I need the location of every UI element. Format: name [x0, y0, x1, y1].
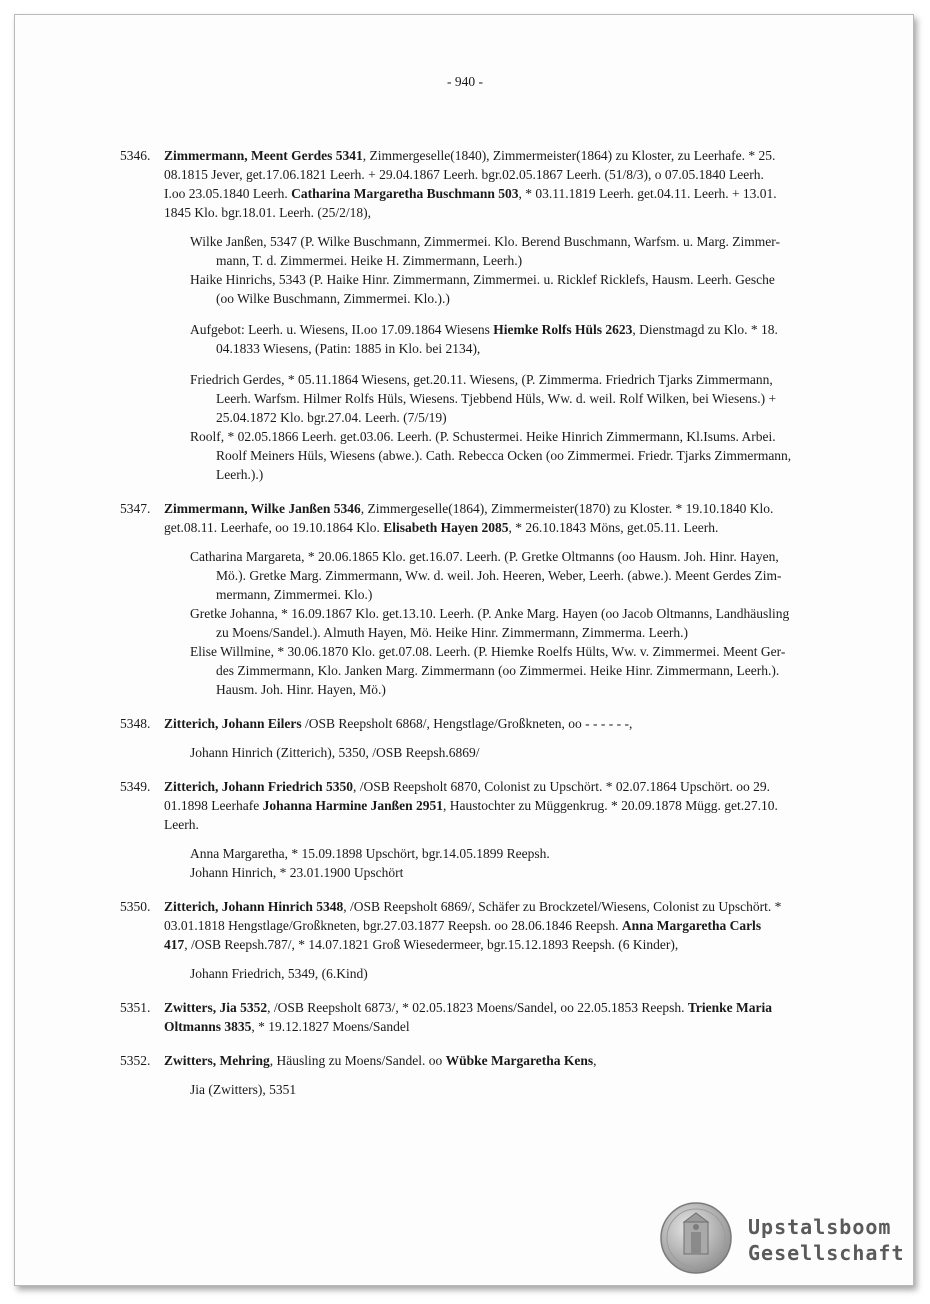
- entry-line: [164, 146, 886, 165]
- entry-name-bold: Wübke Margaretha Kens: [445, 1053, 594, 1068]
- child-record: [190, 370, 886, 427]
- upstalsboom-seal-icon: [660, 1202, 732, 1274]
- entry-name-bold: Anna Margaretha Carls: [621, 918, 762, 933]
- entry-text: , /OSB Reepsh.787/, * 14.07.1821 Groß Wiesedermeer, bgr.15.12.1893 Reepsh. (6 Kinder),: [184, 937, 679, 952]
- children-list: [164, 964, 886, 983]
- child-record-line: [190, 320, 886, 339]
- record-text: Aufgebot: Leerh. u. Wiesens, II.oo 17.09.1864 Wiesens: [190, 322, 494, 337]
- record-text: , Dienstmagd zu Klo. * 18.: [632, 322, 778, 337]
- entry-text: Leerh.: [164, 817, 199, 832]
- entry-text: , Zimmergeselle(1864), Zimmermeister(1870) zu Kloster. * 19.10.1840 Klo.: [360, 501, 774, 516]
- genealogy-entry: [120, 714, 886, 762]
- child-record: [190, 320, 886, 358]
- entry-line: [164, 1051, 886, 1070]
- child-record: [190, 604, 886, 642]
- entry-text: get.08.11. Leerhafe, oo 19.10.1864 Klo.: [164, 520, 384, 535]
- children-list: [164, 232, 886, 484]
- children-list: [164, 547, 886, 699]
- entry-number: 5347.: [120, 501, 151, 516]
- children-list: [164, 1080, 886, 1099]
- child-record-line: Johann Hinrich (Zitterich), 5350, /OSB Reepsh.6869/: [190, 745, 480, 760]
- entry-name-bold: Catharina Margaretha Buschmann 503: [291, 186, 519, 201]
- child-record-line: Friedrich Gerdes, * 05.11.1864 Wiesens, get.20.11. Wiesens, (P. Zimmerma. Friedrich Tjarks Zimmermann,: [190, 372, 773, 387]
- footer-line-2: Gesellschaft: [748, 1241, 905, 1265]
- entry-line: [164, 203, 886, 222]
- entry-text: I.oo 23.05.1840 Leerh.: [164, 186, 292, 201]
- child-record-line: Roolf, * 02.05.1866 Leerh. get.03.06. Leerh. (P. Schustermei. Heike Hinrich Zimmermann, Kl.Isums. Arbei.: [190, 429, 776, 444]
- child-record-line: Johann Hinrich, * 23.01.1900 Upschört: [190, 865, 404, 880]
- child-record: [190, 863, 886, 882]
- genealogy-entry: [120, 146, 886, 484]
- entry-text: 1845 Klo. bgr.18.01. Leerh. (25/2/18),: [164, 205, 371, 220]
- entry-name-bold: Zimmermann, Meent Gerdes 5341: [164, 148, 363, 163]
- entry-line: [164, 916, 886, 935]
- entry-name-bold: Zitterich, Johann Hinrich 5348: [164, 899, 344, 914]
- entry-line: [164, 815, 886, 834]
- child-record-continuation: Roolf Meiners Hüls, Wiesens (abwe.). Cath. Rebecca Ocken (oo Zimmermei. Friedr. Tjarks Zimmermann,: [216, 448, 792, 463]
- entry-line: [164, 499, 886, 518]
- entry-number: 5351.: [120, 1000, 151, 1015]
- child-record-line: Jia (Zwitters), 5351: [190, 1082, 297, 1097]
- entry-text: , * 19.12.1827 Moens/Sandel: [251, 1019, 410, 1034]
- page-number: - 940 -: [447, 74, 483, 89]
- entry-text: , * 26.10.1843 Möns, get.05.11. Leerh.: [508, 520, 719, 535]
- entry-text: , Zimmergeselle(1840), Zimmermeister(1864) zu Kloster, zu Leerhafe. * 25.: [362, 148, 776, 163]
- children-list: [164, 743, 886, 762]
- child-record: [190, 547, 886, 604]
- entry-number: 5350.: [120, 899, 151, 914]
- entry-name-bold: Johanna Harmine Janßen 2951: [262, 798, 443, 813]
- genealogy-entry: [120, 998, 886, 1036]
- entry-line: [164, 777, 886, 796]
- footer-line-1: Upstalsboom: [748, 1215, 892, 1239]
- entry-line: [164, 897, 886, 916]
- children-list: [164, 844, 886, 882]
- entry-text: , Häusling zu Moens/Sandel. oo: [269, 1053, 446, 1068]
- child-record: [190, 270, 886, 308]
- entry-text: 08.1815 Jever, get.17.06.1821 Leerh. + 29.04.1867 Leerh. bgr.02.05.1867 Leerh. (51/8/3), o 07.05.1840 Leerh.: [164, 167, 764, 182]
- entry-number: 5349.: [120, 779, 151, 794]
- child-record-continuation: Leerh. Warfsm. Hilmer Rolfs Hüls, Wiesens. Tjebbend Hüls, Ww. d. weil. Rolf Wilken, bei Wiesens.) +: [216, 391, 777, 406]
- child-record: [190, 1080, 886, 1099]
- genealogy-entry: [120, 499, 886, 699]
- entry-name-bold: 417: [164, 937, 185, 952]
- child-record-continuation: mermann, Zimmermei. Klo.): [216, 587, 373, 602]
- child-record: [190, 743, 886, 762]
- child-record-continuation: (oo Wilke Buschmann, Zimmermei. Klo.).): [216, 291, 450, 306]
- entry-text: , /OSB Reepsholt 6870, Colonist zu Upschört. * 02.07.1864 Upschört. oo 29.: [353, 779, 770, 794]
- child-record-continuation: des Zimmermann, Klo. Janken Marg. Zimmermann (oo Zimmermei. Heike Hinr. Zimmermann, Leerh.).: [216, 663, 780, 678]
- entry-text: ,: [593, 1053, 597, 1068]
- entry-name-bold: Elisabeth Hayen 2085: [383, 520, 509, 535]
- child-record-line: Elise Willmine, * 30.06.1870 Klo. get.07.08. Leerh. (P. Hiemke Roelfs Hülts, Ww. v. Zimmermei. Meent Ger-: [190, 644, 786, 659]
- entry-text: , Haustochter zu Müggenkrug. * 20.09.1878 Mügg. get.27.10.: [443, 798, 778, 813]
- child-record-line: Haike Hinrichs, 5343 (P. Haike Hinr. Zimmermann, Zimmermei. u. Ricklef Ricklefs, Hausm. Leerh. Gesche: [190, 272, 775, 287]
- genealogy-entry: [120, 897, 886, 983]
- entry-line: [164, 935, 886, 954]
- child-record-line: Wilke Janßen, 5347 (P. Wilke Buschmann, Zimmermei. Klo. Berend Buschmann, Warfsm. u. Marg. Zimmer-: [190, 234, 780, 249]
- entry-line: [164, 998, 886, 1017]
- entry-text: 03.01.1818 Hengstlage/Großkneten, bgr.27.03.1877 Reepsh. oo 28.06.1846 Reepsh.: [164, 918, 622, 933]
- genealogy-entry: [120, 1051, 886, 1099]
- entry-line: [164, 518, 886, 537]
- entry-text: , /OSB Reepsholt 6869/, Schäfer zu Brockzetel/Wiesens, Colonist zu Upschört. *: [343, 899, 782, 914]
- child-record-line: Catharina Margareta, * 20.06.1865 Klo. get.16.07. Leerh. (P. Gretke Oltmanns (oo Hausm. Joh. Hinr. Hayen,: [190, 549, 779, 564]
- genealogy-entry: [120, 777, 886, 882]
- entry-name-bold: Zitterich, Johann Eilers: [164, 716, 302, 731]
- child-record: [190, 427, 886, 484]
- entry-name-bold: Zitterich, Johann Friedrich 5350: [164, 779, 353, 794]
- entry-text: , * 03.11.1819 Leerh. get.04.11. Leerh. + 13.01.: [518, 186, 777, 201]
- entry-name-bold: Trienke Maria: [687, 1000, 772, 1015]
- entry-line: [164, 165, 886, 184]
- entry-line: [164, 184, 886, 203]
- entry-line: [164, 1017, 886, 1036]
- entry-number: 5346.: [120, 148, 151, 163]
- child-record-continuation: Hausm. Joh. Hinr. Hayen, Mö.): [216, 682, 386, 697]
- child-record-line: Johann Friedrich, 5349, (6.Kind): [190, 966, 368, 981]
- genealogy-entries: [120, 146, 886, 1114]
- entry-text: 01.1898 Leerhafe: [164, 798, 263, 813]
- entry-number: 5348.: [120, 716, 151, 731]
- child-record-continuation: zu Moens/Sandel.). Almuth Hayen, Mö. Heike Hinr. Zimmermann, Zimmerma. Leerh.): [216, 625, 689, 640]
- entry-name-bold: Oltmanns 3835: [164, 1019, 252, 1034]
- child-record: [190, 964, 886, 983]
- footer-logo-text: [748, 1214, 905, 1266]
- entry-number: 5352.: [120, 1053, 151, 1068]
- child-record-line: Anna Margaretha, * 15.09.1898 Upschört, bgr.14.05.1899 Reepsh.: [190, 846, 550, 861]
- child-record: [190, 642, 886, 699]
- child-record-continuation: 04.1833 Wiesens, (Patin: 1885 in Klo. bei 2134),: [216, 341, 481, 356]
- child-record-continuation: mann, T. d. Zimmermei. Heike H. Zimmermann, Leerh.): [216, 253, 523, 268]
- entry-text: /OSB Reepsholt 6868/, Hengstlage/Großkneten, oo - - - - - -,: [301, 716, 633, 731]
- child-record-line: Gretke Johanna, * 16.09.1867 Klo. get.13.10. Leerh. (P. Anke Marg. Hayen (oo Jacob Oltmanns, Landhäusling: [190, 606, 790, 621]
- entry-line: [164, 714, 886, 733]
- child-record: [190, 844, 886, 863]
- entry-name-bold: Zwitters, Jia 5352: [164, 1000, 268, 1015]
- entry-line: [164, 796, 886, 815]
- entry-text: , /OSB Reepsholt 6873/, * 02.05.1823 Moens/Sandel, oo 22.05.1853 Reepsh.: [267, 1000, 688, 1015]
- spouse-name-bold: Hiemke Rolfs Hüls 2623: [493, 322, 633, 337]
- entry-name-bold: Zimmermann, Wilke Janßen 5346: [164, 501, 361, 516]
- entry-name-bold: Zwitters, Mehring: [164, 1053, 270, 1068]
- child-record-continuation: Mö.). Gretke Marg. Zimmermann, Ww. d. weil. Joh. Heeren, Weber, Leerh. (abwe.). Meent Gerdes Zim-: [216, 568, 782, 583]
- child-record: [190, 232, 886, 270]
- child-record-continuation: 25.04.1872 Klo. bgr.27.04. Leerh. (7/5/19): [216, 410, 447, 425]
- child-record-continuation: Leerh.).): [216, 467, 264, 482]
